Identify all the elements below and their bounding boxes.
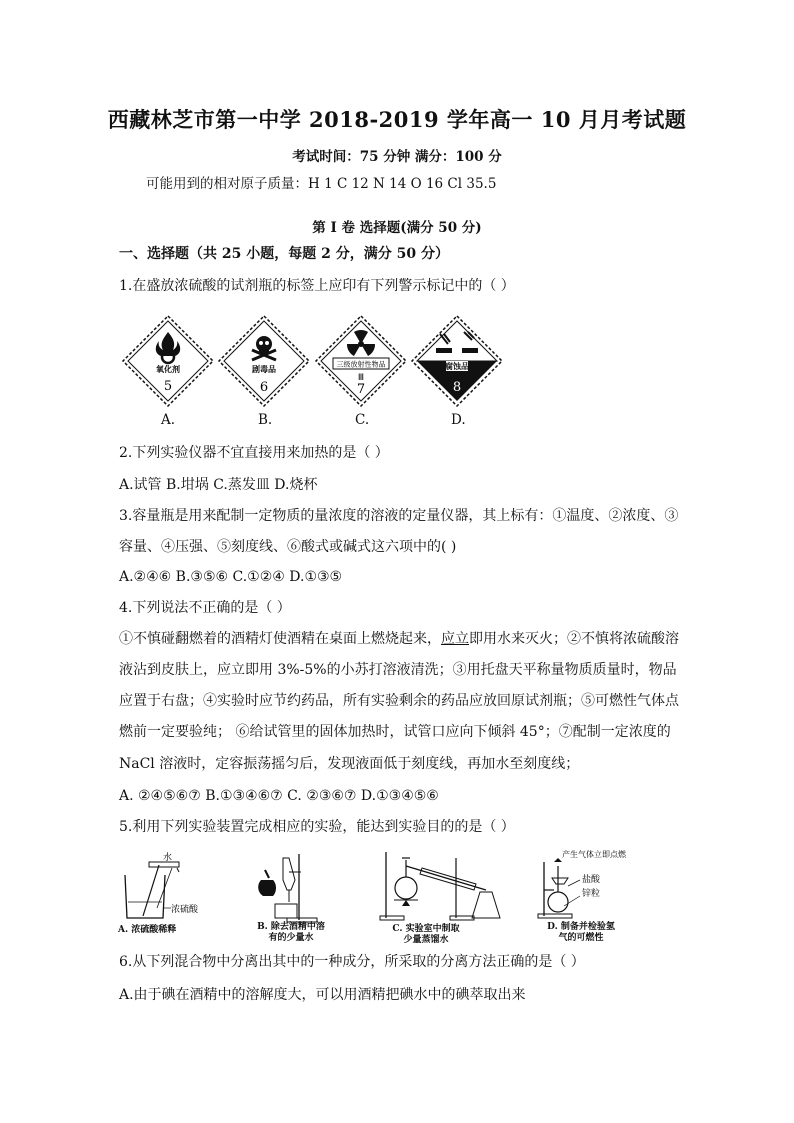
q1-option-a: A. [161,412,176,428]
separatory-funnel-icon [247,850,327,930]
q6-stem: 6.从下列混合物中分离出其中的一种成分，所采取的分离方法正确的是（ ） [119,954,585,970]
sign-label: 三级放射性物品 [336,360,386,369]
apparatus-d [534,848,654,923]
caption-line: 有的少量水 [268,933,314,943]
q4-line4: 燃前一定要验纯； ⑥给试管里的固体加热时，试管口应向下倾斜 45°；⑦配制一定浓度的 [119,724,671,740]
q1-option-b: B. [258,412,273,428]
sign-number: 6 [259,380,269,395]
caption-line: D. 制备并检验氢 [547,922,615,932]
water-label: 水 [163,853,173,863]
sign-sub: Ⅲ [357,373,365,383]
gas-label: 产生气体立即点燃 [562,850,626,859]
exam-info: 考试时间：75 分钟 满分：100 分 [292,149,502,165]
q2-stem: 2.下列实验仪器不宜直接用来加热的是（ ） [119,445,389,461]
q1-stem: 1.在盛放浓硫酸的试剂瓶的标签上应印有下列警示标记中的（ ） [119,278,515,294]
q4-line1: ①不慎碰翻燃着的酒精灯使酒精在桌面上燃烧起来，应立即用水来灭火；②不慎将浓硫酸溶 [119,631,679,647]
apparatus-d-caption [541,922,621,944]
q3-options: A.②④⑥ B.③⑤⑥ C.①②④ D.①③⑤ [119,569,343,585]
hydrogen-generator-icon [534,848,654,923]
hcl-label: 盐酸 [582,875,601,885]
sign-number: 8 [452,380,462,395]
apparatus-c [376,848,508,923]
q4-line2: 液沾到皮肤上，应立即用 3%-5%的小苏打溶液清洗；③用托盘天平称量物质质量时，物品 [119,662,677,678]
corrosive-sign [410,314,504,408]
part-heading: 第 I 卷 选择题(满分 50 分) [312,220,482,236]
section-heading: 一、选择题（共 25 小题，每题 2 分，满分 50 分） [119,246,449,262]
caption-line: 少量蒸馏水 [403,935,449,945]
q4-line3: 应置于右盘；④实验时应节约药品，所有实验剩余的药品应放回原试剂瓶；⑤可燃性气体点 [119,693,679,709]
skull-icon [217,314,311,408]
flame-over-circle-icon [121,314,215,408]
q1-option-d: D. [451,412,466,428]
radioactive-sign [314,314,408,408]
acid-label: 浓硫酸 [171,905,199,915]
sign-number: 7 [356,382,366,397]
zinc-label: 锌粒 [582,889,601,899]
caption-line: 气的可燃性 [558,933,604,943]
q5-stem: 5.利用下列实验装置完成相应的实验，能达到实验目的的是（ ） [119,819,515,835]
q6-option-a: A.由于碘在酒精中的溶解度大，可以用酒精把碘水中的碘萃取出来 [119,987,526,1003]
q4-line5: NaCl 溶液时，定容振荡摇匀后，发现液面低于刻度线，再加水至刻度线； [119,756,580,772]
corrosive-icon [410,314,504,408]
q4-stem: 4.下列说法不正确的是（ ） [119,600,291,616]
oxidizer-sign [121,314,215,408]
sign-number: 5 [163,379,173,394]
underlined-text: 应立 [441,631,469,647]
distillation-apparatus-icon [376,848,508,923]
apparatus-b-caption [255,922,327,944]
sign-label: 氧化剂 [156,365,180,374]
caption-line: C. 实验室中制取 [392,924,460,934]
apparatus-a-caption: A. 浓硫酸稀释 [118,925,177,935]
q4-options: A. ②④⑤⑥⑦ B.①③④⑥⑦ C. ②③⑥⑦ D.①③④⑤⑥ [119,788,439,804]
q1-option-c: C. [355,412,370,428]
apparatus-c-caption [386,924,466,946]
toxic-sign [217,314,311,408]
q3-stem-line1: 3.容量瓶是用来配制一定物质的量浓度的溶液的定量仪器，其上标有：①温度、②浓度、③ [119,508,679,524]
apparatus-b [247,850,327,930]
radiation-icon [314,314,408,408]
sign-label: 腐蚀品 [445,362,469,371]
atomic-masses: 可能用到的相对原子质量：H 1 C 12 N 14 O 16 Cl 35.5 [146,176,497,192]
q2-options: A.试管 B.坩埚 C.蒸发皿 D.烧杯 [119,477,318,493]
exam-title: 西藏林芝市第一中学 2018-2019 学年高一 10 月月考试题 [107,107,687,132]
caption-line: B. 除去酒精中溶 [257,922,325,932]
q3-stem-line2: 容量、④压强、⑤刻度线、⑥酸式或碱式这六项中的( ) [119,539,457,555]
sign-label: 剧毒品 [252,365,276,374]
